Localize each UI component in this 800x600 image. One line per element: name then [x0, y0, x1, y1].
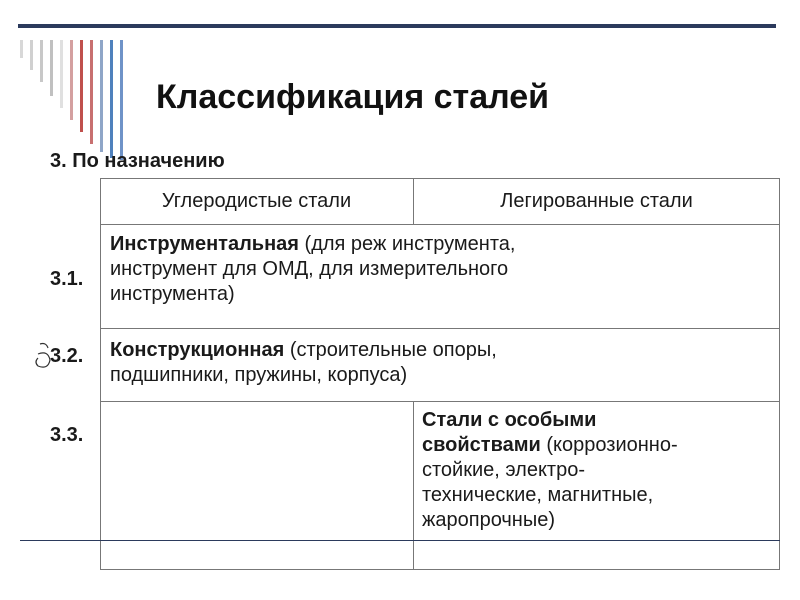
desc-tool-steel-2: инструмент для ОМД, для измерительного: [110, 258, 509, 280]
desc-structural-steel-2: подшипники, пружины, корпуса): [110, 364, 408, 386]
table-border: [100, 328, 780, 329]
desc-tool-steel-3: инструмента): [110, 283, 235, 305]
row-number-3-1: 3.1.: [50, 268, 84, 290]
table-border: [100, 224, 780, 225]
term-structural-steel: Конструкционная: [110, 339, 285, 361]
table-border: [779, 178, 780, 570]
row-tool-steel: [110, 232, 770, 307]
slide-title: Классификация сталей: [156, 78, 550, 116]
header-alloy-steels: Легированные стали: [500, 189, 693, 212]
header-carbon-steels: Углеродистые стали: [161, 189, 352, 212]
empty-carbon-cell: [100, 401, 413, 569]
row-structural-steel: [110, 338, 770, 388]
term-special-steel-2: свойствами: [422, 434, 541, 456]
row-number-3-3: 3.3.: [50, 424, 84, 446]
desc-special-steel-2: стойкие, электро-: [422, 459, 585, 481]
desc-special-steel-4: жаропрочные): [422, 509, 556, 531]
desc-tool-steel-1: (для реж инструмента,: [298, 233, 516, 255]
desc-special-steel-1: (коррозионно-: [540, 434, 678, 456]
row-special-steel: [422, 408, 774, 533]
decorative-stripes: [18, 40, 138, 160]
row-number-3-2: 3.2.: [50, 345, 84, 367]
top-accent-rule: [18, 24, 776, 28]
section-subtitle: 3. По назначению: [50, 150, 225, 172]
bottom-accent-rule: [20, 540, 780, 541]
classification-table: [100, 178, 780, 570]
table-border: [413, 401, 414, 570]
term-tool-steel: Инструментальная: [110, 233, 299, 255]
table-border: [100, 569, 780, 570]
term-special-steel-1: Стали с особыми: [422, 409, 597, 431]
desc-special-steel-3: технические, магнитные,: [422, 484, 654, 506]
handwritten-mark-icon: [32, 340, 60, 376]
desc-structural-steel-1: (строительные опоры,: [284, 339, 497, 361]
